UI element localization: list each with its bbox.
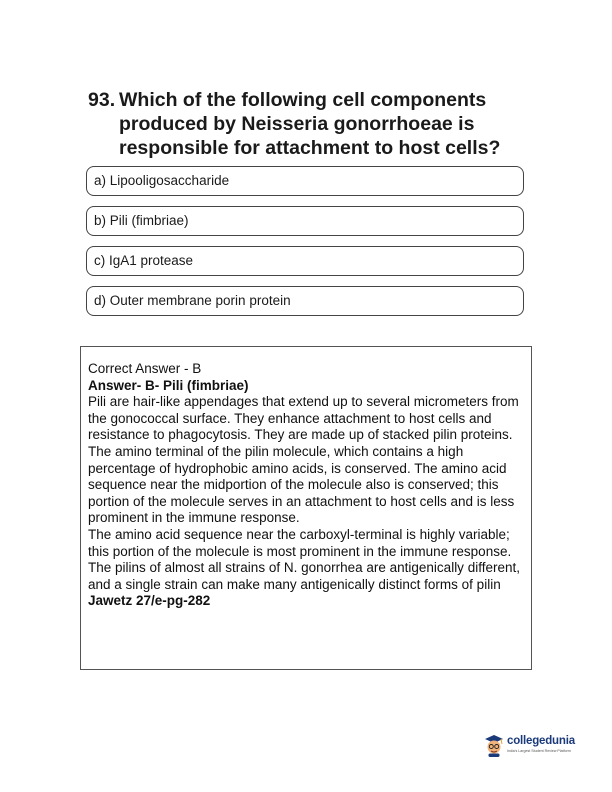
reference-citation: Jawetz 27/e-pg-282 <box>88 593 211 609</box>
answer-explanation-box <box>80 346 532 670</box>
explanation-paragraph-1: Pili are hair-like appendages that extend up to several micrometers from the gonococcal surface. They enhance attachment to host cells and resistance to phagocytosis. They are made up of stacked pilin proteins. <box>88 394 519 443</box>
explanation-paragraph-3: The amino acid sequence near the carboxyl-terminal is highly variable; this portion of the molecule is most prominent in the immune response. The pilins of almost all strains of N. gonorrhea are antigenically different, and a single strain can make many antigenically distinct forms of pilin <box>88 526 520 592</box>
correct-answer-line: Correct Answer - B <box>88 361 202 376</box>
mascot-icon <box>483 733 505 757</box>
brand-name: collegedunia <box>507 735 575 748</box>
option-d[interactable]: d) Outer membrane porin protein <box>86 286 524 316</box>
question-heading <box>88 88 528 160</box>
brand-tagline: India's Largest Student Review Platform <box>507 748 571 753</box>
question-text: Which of the following cell components produced by Neisseria gonorrhoeae is responsible for attachment to host cells? <box>119 89 501 159</box>
explanation-paragraph-2: The amino terminal of the pilin molecule, which contains a high percentage of hydrophobic amino acids, is conserved. The amino acid sequence near the midportion of the molecule also is conserved; this portion of the molecule serves in an attachment to host cells and is less prominent in the immune response. <box>88 443 515 526</box>
brand-logo <box>483 730 583 760</box>
option-b[interactable]: b) Pili (fimbriae) <box>86 206 524 236</box>
answer-heading: Answer- B- Pili (fimbriae) <box>88 377 249 393</box>
option-c[interactable]: c) IgA1 protease <box>86 246 524 276</box>
question-number: 93. <box>88 89 116 111</box>
option-a[interactable]: a) Lipooligosaccharide <box>86 166 524 196</box>
